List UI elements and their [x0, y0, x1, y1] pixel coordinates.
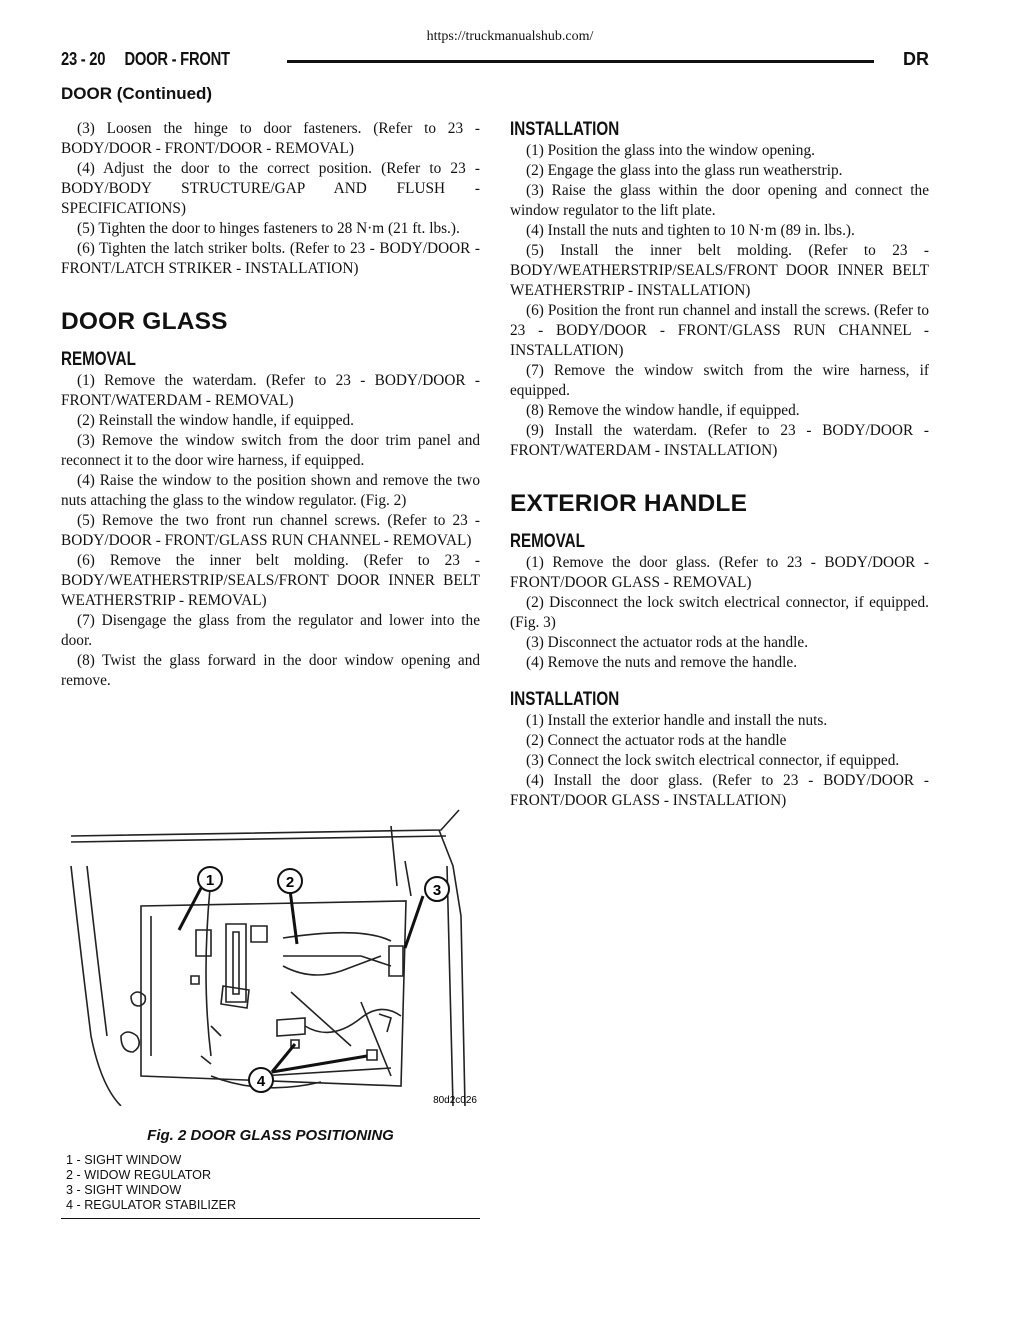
paragraph: (3) Disconnect the actuator rods at the handle.	[526, 634, 809, 651]
paragraph: (8) Remove the window handle, if equipped.	[526, 402, 800, 419]
subheading-removal: REMOVAL	[510, 531, 585, 552]
paragraph: (4) Install the door glass. (Refer to 23 - BODY/DOOR - FRONT/DOOR GLASS - INSTALLATION)	[510, 772, 929, 809]
callout-4: 4	[256, 1073, 266, 1090]
legend-item: 1 - SIGHT WINDOW	[66, 1153, 182, 1167]
paragraph: (4) Raise the window to the position shown and remove the two nuts attaching the glass to the window regulator. (Fig. 2)	[61, 472, 480, 509]
continued-heading: DOOR (Continued)	[61, 84, 213, 103]
paragraph: (4) Adjust the door to the correct position. (Refer to 23 - BODY/BODY STRUCTURE/GAP AND FLUSH - SPECIFICATIONS)	[61, 160, 480, 217]
paragraph: (1) Remove the door glass. (Refer to 23 - BODY/DOOR - FRONT/DOOR GLASS - REMOVAL)	[510, 554, 929, 591]
paragraph: (5) Install the inner belt molding. (Refer to 23 - BODY/WEATHERSTRIP/SEALS/FRONT DOOR INNER BELT WEATHERSTRIP - INSTALLATION)	[510, 242, 929, 299]
callout-2: 2	[285, 874, 295, 891]
paragraph: (1) Remove the waterdam. (Refer to 23 - BODY/DOOR - FRONT/WATERDAM - REMOVAL)	[61, 372, 480, 409]
paragraph: (6) Remove the inner belt molding. (Refer to 23 - BODY/WEATHERSTRIP/SEALS/FRONT DOOR INNER BELT WEATHERSTRIP - REMOVAL)	[61, 552, 480, 609]
figure-caption: Fig. 2 DOOR GLASS POSITIONING	[147, 1127, 394, 1144]
header-section-title: 23 - 20 DOOR - FRONT	[61, 49, 235, 70]
callout-1: 1	[205, 872, 215, 889]
paragraph: (7) Disengage the glass from the regulator and lower into the door.	[61, 612, 480, 649]
left-column	[61, 119, 480, 691]
section-heading-exterior-handle: EXTERIOR HANDLE	[510, 490, 748, 517]
right-column	[510, 119, 929, 811]
legend-rule	[61, 1218, 480, 1219]
paragraph: (3) Connect the lock switch electrical connector, if equipped.	[526, 752, 900, 769]
paragraph: (3) Raise the glass within the door opening and connect the window regulator to the lift plate.	[510, 182, 929, 219]
paragraph: (8) Twist the glass forward in the door window opening and remove.	[61, 652, 480, 689]
subheading-installation: INSTALLATION	[510, 689, 620, 710]
subheading-removal: REMOVAL	[61, 349, 136, 370]
section-heading-door-glass: DOOR GLASS	[61, 308, 228, 335]
paragraph: (1) Install the exterior handle and install the nuts.	[526, 712, 828, 729]
paragraph: (2) Disconnect the lock switch electrical connector, if equipped. (Fig. 3)	[510, 594, 929, 631]
legend-item: 2 - WIDOW REGULATOR	[66, 1168, 212, 1182]
header-rule	[287, 60, 874, 63]
subheading-installation: INSTALLATION	[510, 119, 620, 140]
paragraph: (5) Remove the two front run channel screws. (Refer to 23 - BODY/DOOR - FRONT/GLASS RUN CHANNEL - REMOVAL)	[61, 512, 480, 549]
page-header	[61, 48, 929, 72]
paragraph: (4) Remove the nuts and remove the handle.	[526, 654, 798, 671]
paragraph: (6) Tighten the latch striker bolts. (Refer to 23 - BODY/DOOR - FRONT/LATCH STRIKER - INSTALLATION)	[61, 240, 480, 277]
paragraph: (5) Tighten the door to hinges fasteners to 28 N·m (21 ft. lbs.).	[77, 220, 460, 237]
door-glass-illustration	[61, 806, 480, 1106]
legend-item: 3 - SIGHT WINDOW	[66, 1183, 182, 1197]
paragraph: (9) Install the waterdam. (Refer to 23 - BODY/DOOR - FRONT/WATERDAM - INSTALLATION)	[510, 422, 929, 459]
paragraph: (4) Install the nuts and tighten to 10 N·m (89 in. lbs.).	[526, 222, 855, 239]
figure-code: 80d2c026	[433, 1095, 477, 1106]
source-url[interactable]: https://truckmanualshub.com/	[426, 29, 594, 44]
paragraph: (7) Remove the window switch from the wire harness, if equipped.	[510, 362, 929, 399]
paragraph: (2) Connect the actuator rods at the handle	[526, 732, 787, 749]
paragraph: (2) Engage the glass into the glass run weatherstrip.	[526, 162, 843, 179]
header-model-code: DR	[903, 49, 929, 69]
callout-3: 3	[432, 882, 442, 899]
paragraph: (1) Position the glass into the window opening.	[526, 142, 815, 159]
legend-item: 4 - REGULATOR STABILIZER	[66, 1198, 237, 1212]
paragraph: (3) Loosen the hinge to door fasteners. (Refer to 23 - BODY/DOOR - FRONT/DOOR - REMOVAL)	[61, 120, 480, 157]
paragraph: (6) Position the front run channel and install the screws. (Refer to 23 - BODY/DOOR - FRONT/GLASS RUN CHANNEL - INSTALLATION)	[510, 302, 929, 359]
figure-legend	[66, 1153, 236, 1213]
paragraph: (3) Remove the window switch from the door trim panel and reconnect it to the door wire harness, if equipped.	[61, 432, 480, 469]
paragraph: (2) Reinstall the window handle, if equipped.	[77, 412, 354, 429]
